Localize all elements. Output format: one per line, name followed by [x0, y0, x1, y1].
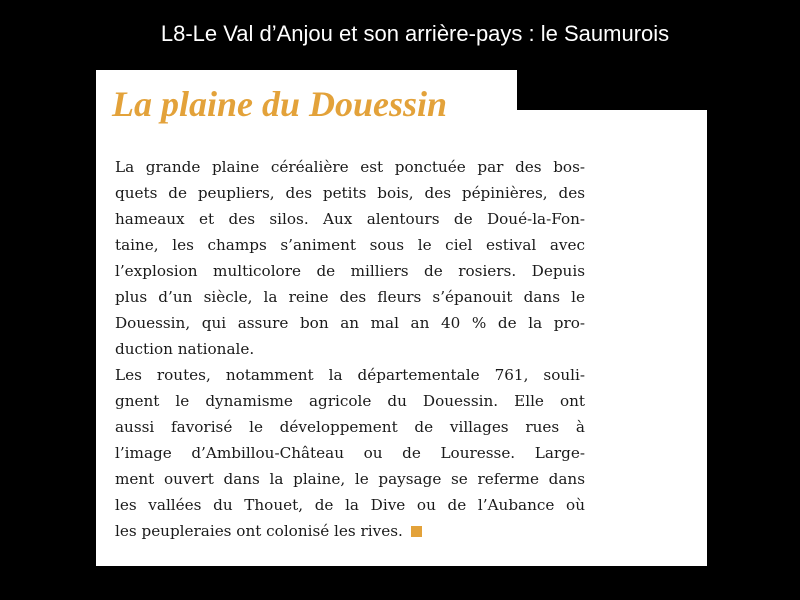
card-heading: La plaine du Douessin	[112, 84, 448, 124]
body-line-last	[115, 518, 585, 544]
body-line: ment ouvert dans la plaine, le paysage se referme dans	[115, 470, 585, 488]
body-line: Douessin, qui assure bon an mal an 40 % de la pro-	[115, 314, 585, 332]
body-line: duction nationale.	[115, 340, 255, 358]
body-line: quets de peupliers, des petits bois, des pépinières, des	[115, 184, 585, 202]
body-line: taine, les champs s’animent sous le ciel estival avec	[115, 236, 585, 254]
body-line-text: les peupleraies ont colonisé les rives.	[115, 522, 403, 540]
square-bullet-icon	[411, 526, 422, 537]
body-line: les vallées du Thouet, de la Dive ou de l’Aubance où	[115, 496, 585, 514]
body-line: l’image d’Ambillou-Château ou de Louresse. Large-	[115, 444, 585, 462]
body-line: Les routes, notamment la départementale 761, souli-	[115, 366, 585, 384]
slide-title: L8-Le Val d’Anjou et son arrière-pays : le Saumurois	[160, 21, 670, 46]
body-line: gnent le dynamisme agricole du Douessin. Elle ont	[115, 392, 585, 410]
body-line: La grande plaine céréalière est ponctuée par des bos-	[115, 158, 585, 176]
body-line: hameaux et des silos. Aux alentours de Doué-la-Fon-	[115, 210, 585, 228]
card-body	[115, 154, 585, 544]
body-line: l’explosion multicolore de milliers de rosiers. Depuis	[115, 262, 585, 280]
body-line: aussi favorisé le développement de villages rues à	[115, 418, 585, 436]
body-line: plus d’un siècle, la reine des fleurs s’épanouit dans le	[115, 288, 585, 306]
